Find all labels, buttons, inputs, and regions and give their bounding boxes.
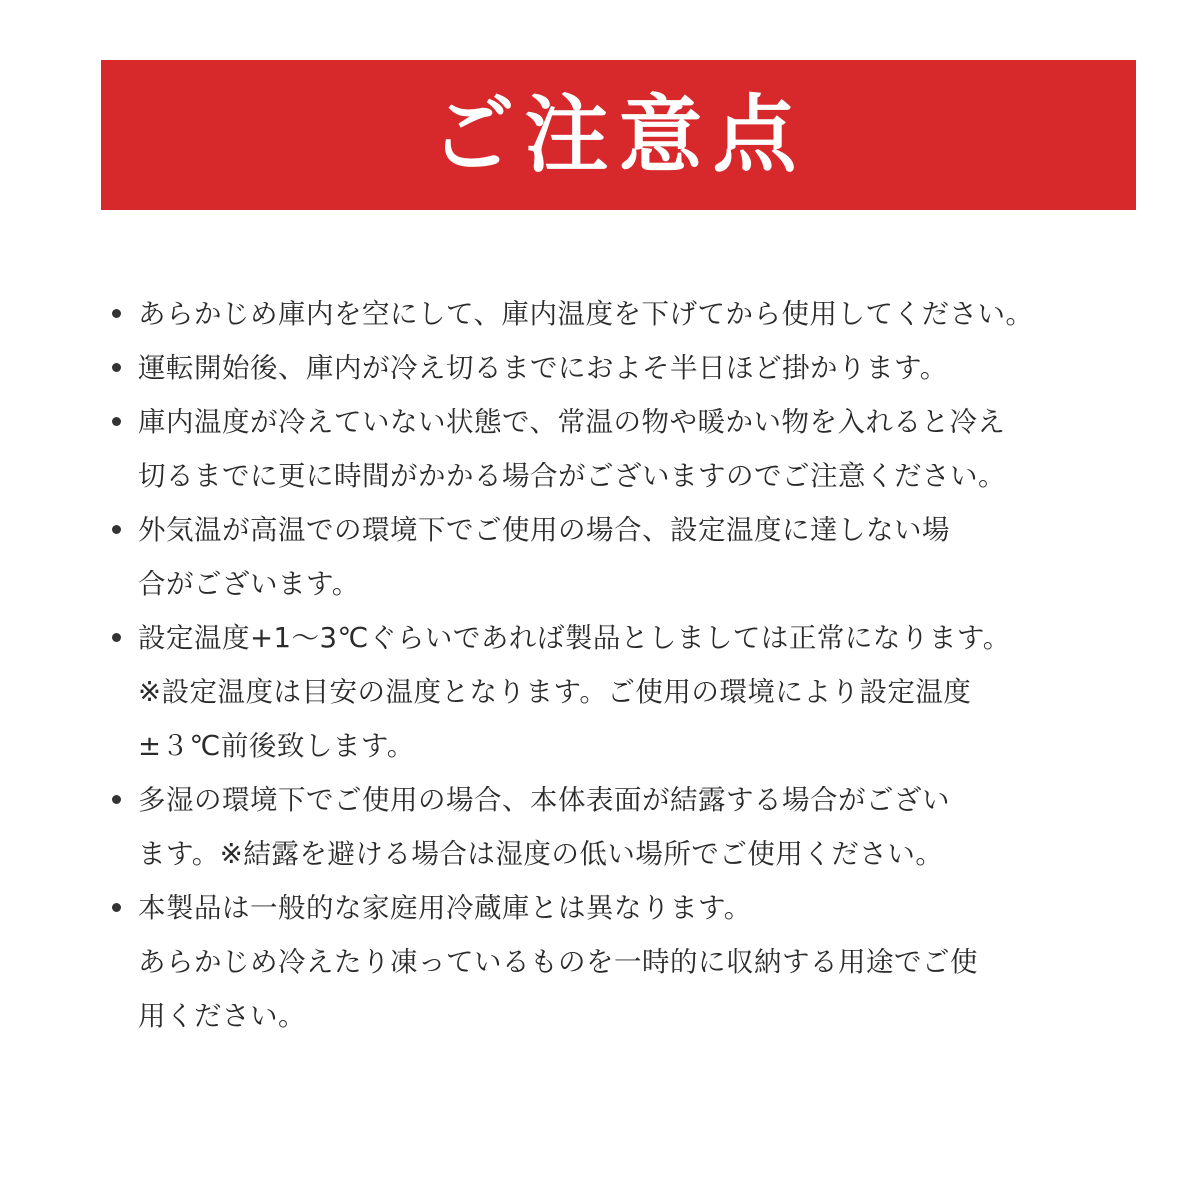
note-item bbox=[100, 341, 1140, 395]
page-title: ご注意点 bbox=[430, 86, 807, 184]
note-line: 設定温度+1～3℃ぐらいであれば製品としましては正常になります。 bbox=[138, 622, 1011, 654]
note-line: 切るまでに更に時間がかかる場合がございますのでご注意ください。 bbox=[138, 460, 1006, 492]
note-item bbox=[100, 287, 1140, 341]
bullet-icon bbox=[112, 525, 121, 534]
bullet-icon bbox=[112, 363, 121, 372]
header-banner bbox=[101, 60, 1136, 210]
note-item bbox=[100, 503, 1140, 611]
note-line: 用ください。 bbox=[138, 1000, 306, 1032]
note-line: ±３℃前後致します。 bbox=[138, 730, 415, 762]
notes-list bbox=[100, 287, 1140, 1043]
note-line: あらかじめ冷えたり凍っているものを一時的に収納する用途でご使 bbox=[138, 946, 978, 978]
note-item bbox=[100, 881, 1140, 1043]
note-item bbox=[100, 773, 1140, 881]
bullet-icon bbox=[112, 903, 121, 912]
note-line: 外気温が高温での環境下でご使用の場合、設定温度に達しない場 bbox=[138, 514, 950, 546]
note-line: 多湿の環境下でご使用の場合、本体表面が結露する場合がござい bbox=[138, 784, 950, 816]
bullet-icon bbox=[112, 795, 121, 804]
bullet-icon bbox=[112, 633, 121, 642]
bullet-icon bbox=[112, 309, 121, 318]
note-line: あらかじめ庫内を空にして、庫内温度を下げてから使用してください。 bbox=[138, 298, 1034, 330]
note-line: 合がございます。 bbox=[138, 568, 360, 600]
note-line: 本製品は一般的な家庭用冷蔵庫とは異なります。 bbox=[138, 892, 752, 924]
note-line: ※設定温度は目安の温度となります。ご使用の環境により設定温度 bbox=[138, 676, 972, 708]
note-item bbox=[100, 395, 1140, 503]
note-line: ます。※結露を避ける場合は湿度の低い場所でご使用ください。 bbox=[138, 838, 944, 870]
note-line: 運転開始後、庫内が冷え切るまでにおよそ半日ほど掛かります。 bbox=[138, 352, 948, 384]
note-item bbox=[100, 611, 1140, 773]
bullet-icon bbox=[112, 417, 121, 426]
note-line: 庫内温度が冷えていない状態で、常温の物や暖かい物を入れると冷え bbox=[138, 406, 1006, 438]
